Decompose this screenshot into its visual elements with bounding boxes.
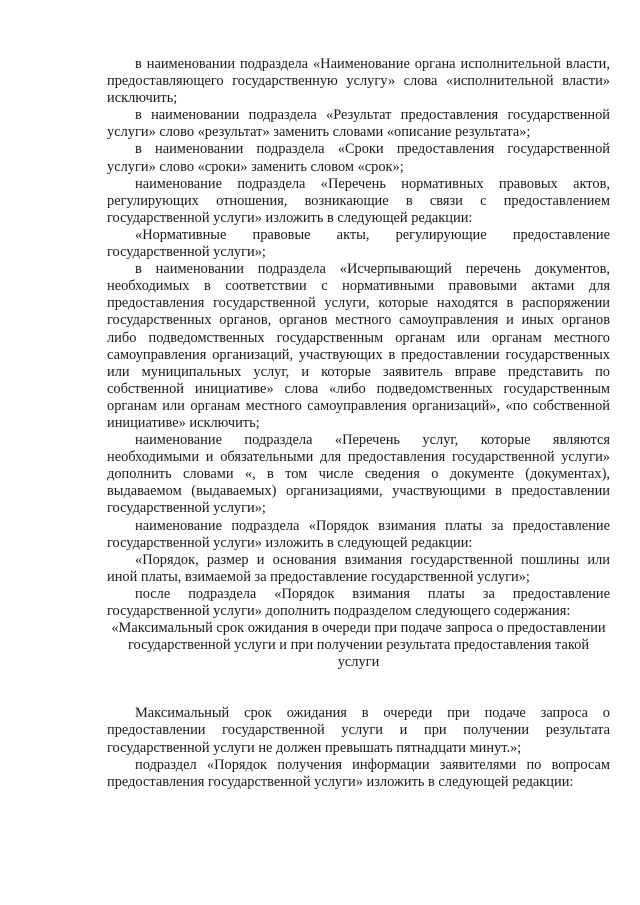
blank-spacer bbox=[107, 671, 610, 705]
paragraph: в наименовании подраздела «Исчерпывающий перечень документов, необходимых в соответствии с нормативными правовыми актами для предоставления государственной услуги, которые находятся в распоряжении государственных органов, органов местного самоуправления и иных органов либо подведомственных государственным органам или органам местного самоуправления организаций, участвующих в предоставлении государственных или муниципальных услуг, и которые заявитель вправе представить по собственной инициативе» слова «либо подведомственных государственным органам или органам местного самоуправления организаций», «по собственной инициативе» исключить; bbox=[107, 261, 610, 431]
paragraph: Максимальный срок ожидания в очереди при подаче запроса о предоставлении государственной услуги и при получении результата государственной услуги не должен превышать пятнадцати минут.»; bbox=[107, 705, 610, 756]
paragraph: после подраздела «Порядок взимания платы за предоставление государственной услуги» дополнить подразделом следующего содержания: bbox=[107, 585, 610, 619]
paragraph: наименование подраздела «Перечень услуг, которые являются необходимыми и обязательными для предоставления государственной услуги» дополнить словами «, в том числе сведения о документе (документах), выдаваемом (выдаваемых) организациями, участвующими в предоставлении государственной услуги»; bbox=[107, 432, 610, 517]
paragraph: в наименовании подраздела «Наименование органа исполнительной власти, предоставляющего государственную услугу» слова «исполнительной власти» исключить; bbox=[107, 56, 610, 107]
paragraph: наименование подраздела «Порядок взимания платы за предоставление государственной услуги» изложить в следующей редакции: bbox=[107, 517, 610, 551]
paragraph: «Нормативные правовые акты, регулирующие предоставление государственной услуги»; bbox=[107, 226, 610, 261]
paragraph: «Порядок, размер и основания взимания государственной пошлины или иной платы, взимаемой за предоставление государственной услуги»; bbox=[107, 551, 610, 585]
paragraph: наименование подраздела «Перечень нормативных правовых актов, регулирующих отношения, возникающие в связи с предоставлением государственной услуги» изложить в следующей редакции: bbox=[107, 175, 610, 226]
paragraph: в наименовании подраздела «Результат предоставления государственной услуги» слово «результат» заменить словами «описание результата»; bbox=[107, 107, 610, 141]
section-heading: «Максимальный срок ожидания в очереди при подаче запроса о предоставлении государственной услуги и при получении результата предоставления такой услуги bbox=[111, 620, 606, 671]
paragraph: в наименовании подраздела «Сроки предоставления государственной услуги» слово «сроки» заменить словом «срок»; bbox=[107, 141, 610, 175]
paragraph: подраздел «Порядок получения информации заявителями по вопросам предоставления государственной услуги» изложить в следующей редакции: bbox=[107, 756, 610, 790]
